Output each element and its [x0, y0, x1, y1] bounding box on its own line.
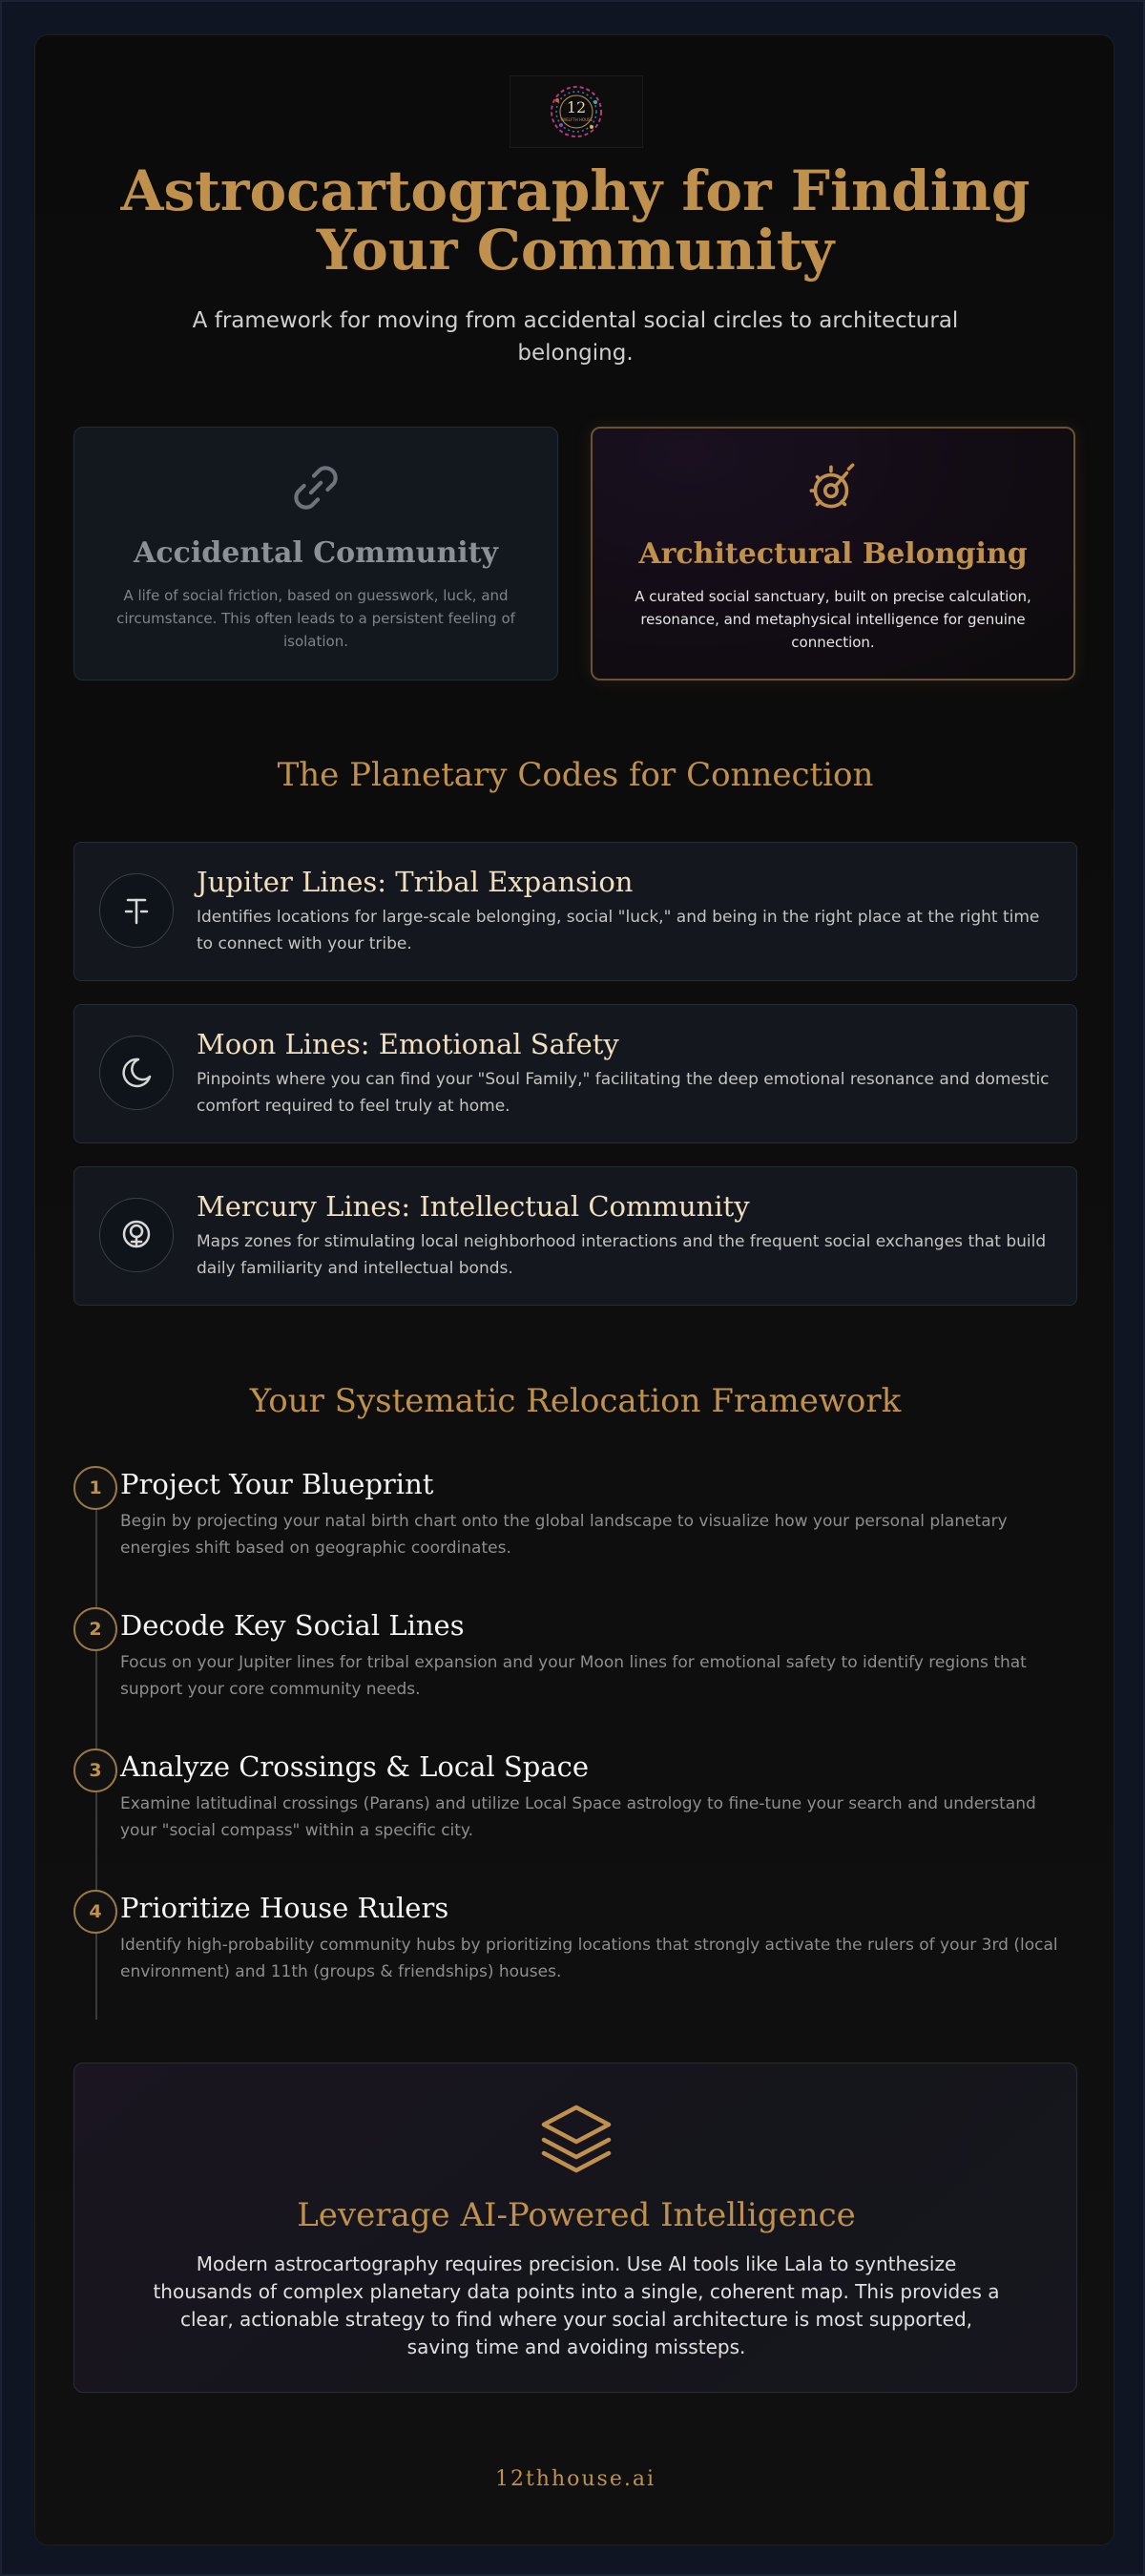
step-title: Project Your Blueprint: [120, 1468, 434, 1500]
planetary-code-title: Jupiter Lines: Tribal Expansion: [197, 866, 634, 898]
planetary-code-title: Moon Lines: Emotional Safety: [197, 1028, 619, 1060]
step-text: Begin by projecting your natal birth chart onto the global landscape to visualize how your personal planetary energies shift based on geographic coordinates.: [120, 1512, 1008, 1558]
zodiac-wheel-logo-icon: [546, 81, 607, 142]
compass-sun-icon: [802, 457, 864, 520]
architectural-belonging-title: Architectural Belonging: [638, 537, 1028, 571]
planetary-code-title: Mercury Lines: Intellectual Community: [197, 1190, 750, 1223]
brand-logo: [510, 75, 643, 148]
planetary-code-text: Maps zones for stimulating local neighborhood interactions and the frequent social exchanges that build daily familiarity and intellectual bonds.: [197, 1232, 1047, 1278]
planetary-code-text: Pinpoints where you can find your "Soul Family," facilitating the deep emotional resonance and domestic comfort required to feel truly at home.: [197, 1070, 1050, 1116]
jupiter-icon: [117, 891, 156, 930]
accidental-community-card: [73, 427, 558, 681]
ai-card-text: Modern astrocartography requires precision. Use AI tools like Lala to synthesize thousands of complex planetary data points into a single, coherent map. This provides a clear, actionable strategy to find where your social architecture is most supported, saving time and avoiding missteps.: [153, 2252, 1000, 2358]
jupiter-icon-badge: [99, 873, 174, 948]
planetary-codes-heading: The Planetary Codes for Connection: [277, 756, 874, 794]
step-title: Prioritize House Rulers: [120, 1892, 449, 1924]
link-icon: [284, 456, 347, 519]
mercury-icon-badge: [99, 1198, 174, 1272]
architectural-belonging-text: A curated social sanctuary, built on precise calculation, resonance, and metaphysical intelligence for genuine connection.: [635, 588, 1031, 651]
planetary-code-card-jupiter: [73, 842, 1077, 981]
accidental-community-title: Accidental Community: [134, 536, 498, 570]
logo-number: 12: [566, 98, 587, 116]
planetary-code-card-mercury: [73, 1166, 1077, 1306]
step-title: Analyze Crossings & Local Space: [120, 1750, 590, 1783]
relocation-framework-heading: Your Systematic Relocation Framework: [249, 1382, 902, 1420]
page-title: Astrocartography for Finding Your Community: [120, 158, 1030, 283]
architectural-belonging-card: [591, 427, 1075, 681]
step-number-badge: 1: [73, 1466, 117, 1510]
moon-icon-badge: [99, 1036, 174, 1110]
infographic-panel: [34, 34, 1114, 2545]
step-title: Decode Key Social Lines: [120, 1609, 465, 1642]
step-text: Focus on your Jupiter lines for tribal expansion and your Moon lines for emotional safety to identify regions that support your core community needs.: [120, 1653, 1027, 1699]
accidental-community-text: A life of social friction, based on guesswork, luck, and circumstance. This often leads to a persistent feeling of isolation.: [116, 587, 515, 650]
layers-icon: [538, 2102, 614, 2174]
step-text: Examine latitudinal crossings (Parans) and utilize Local Space astrology to fine-tune your search and understand your "social compass" within a specific city.: [120, 1794, 1036, 1840]
mercury-icon: [117, 1216, 156, 1254]
logo-subtext: TWELFTH HOUSE: [559, 117, 593, 122]
step-text: Identify high-probability community hubs by prioritizing locations that strongly activate the rulers of your 3rd (local environment) and 11th (groups & friendships) houses.: [120, 1936, 1058, 1981]
ai-intelligence-card: [73, 2063, 1077, 2393]
page-subtitle: A framework for moving from accidental social circles to architectural belonging.: [192, 308, 959, 366]
ai-card-title: Leverage AI-Powered Intelligence: [297, 2196, 856, 2234]
step-number-badge: 4: [73, 1890, 117, 1934]
moon-icon: [117, 1054, 156, 1092]
step-number-badge: 3: [73, 1749, 117, 1792]
footer-site-link[interactable]: 12thhouse.ai: [494, 2467, 656, 2491]
planetary-code-text: Identifies locations for large-scale belonging, social "luck," and being in the right place at the right time to connect with your tribe.: [197, 908, 1040, 953]
step-number-badge: 2: [73, 1607, 117, 1651]
planetary-code-card-moon: [73, 1004, 1077, 1143]
